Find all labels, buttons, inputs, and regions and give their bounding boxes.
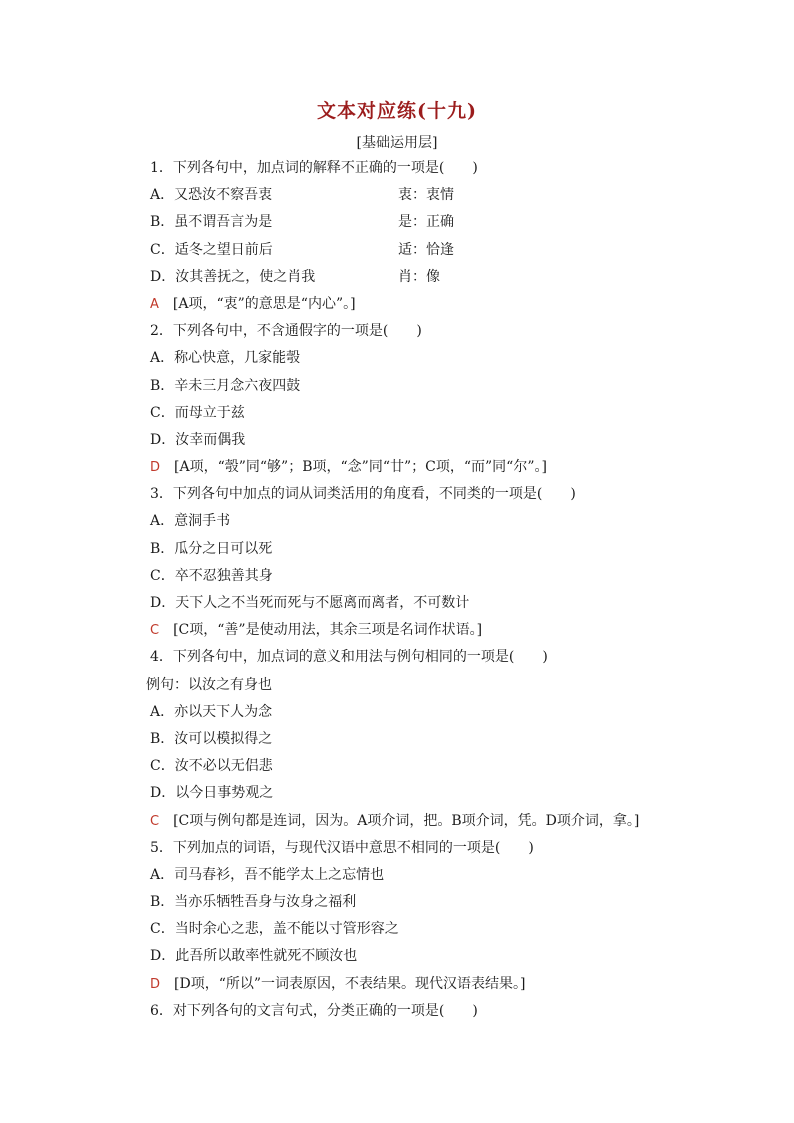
option-line: C．而母立于兹 bbox=[150, 404, 245, 421]
answer-explanation: [A项，“彀”同“够”；B项，“念”同“廿”；C项，“而”同“尔”。] bbox=[174, 459, 547, 476]
option-line: C．汝不必以无侣悲 bbox=[150, 758, 273, 775]
answer-explanation: [C项与例句都是连词，因为。A项介词，把。B项介词，凭。D项介词，拿。] bbox=[173, 812, 640, 829]
answer-explanation: [A项，“衷”的意思是“内心”。] bbox=[172, 295, 356, 312]
answer-line bbox=[150, 811, 670, 838]
gloss: 是：正确 bbox=[398, 214, 454, 231]
option-line: B．辛未三月念六夜四鼓 bbox=[150, 377, 301, 394]
answer-letter: C bbox=[150, 813, 160, 829]
answer-letter: A bbox=[150, 296, 159, 312]
question-stem: 1．下列各句中，加点词的解释不正确的一项是( ) bbox=[150, 160, 478, 176]
answer-letter: C bbox=[150, 623, 160, 639]
option-line: A．意洞手书 bbox=[150, 513, 231, 530]
page-title: 文本对应练(十九) bbox=[317, 100, 477, 122]
option-line: D．此吾所以敢率性就死不顾汝也 bbox=[150, 948, 358, 965]
option-line: B．当亦乐牺牲吾身与汝身之福利 bbox=[150, 894, 357, 911]
answer-letter: D bbox=[150, 460, 161, 476]
gloss: 衷：衷情 bbox=[398, 187, 454, 204]
answer-explanation: [D项，“所以”一词表原因，不表结果。现代汉语表结果。] bbox=[174, 975, 526, 992]
option-line: A．司马春衫，吾不能学太上之忘情也 bbox=[150, 866, 385, 883]
gloss: 适：恰逢 bbox=[398, 241, 454, 258]
answer-line bbox=[150, 457, 670, 484]
section-label: [基础运用层] bbox=[356, 135, 438, 151]
option-line: C．卒不忍独善其身 bbox=[150, 567, 273, 584]
answer-line bbox=[150, 620, 670, 647]
option-line: D．汝幸而偶我 bbox=[150, 431, 246, 448]
question-list bbox=[146, 158, 670, 1028]
option-line: B．汝可以模拟得之 bbox=[150, 730, 273, 747]
answer-line bbox=[150, 974, 670, 1001]
option-line: C．适冬之望日前后 适：恰逢 bbox=[150, 241, 454, 258]
question-stem: 2．下列各句中，不含通假字的一项是( ) bbox=[150, 323, 422, 340]
question-stem: 4．下列各句中，加点词的意义和用法与例句相同的一项是( ) bbox=[150, 649, 548, 666]
option-line: D．以今日事势观之 bbox=[150, 785, 274, 802]
option-line: B．虽不谓吾言为是 是：正确 bbox=[150, 214, 454, 231]
option-line: D．汝其善抚之，使之肖我 肖：像 bbox=[150, 268, 440, 285]
option-line: A．又恐汝不察吾衷 衷：衷情 bbox=[150, 187, 454, 204]
answer-letter: D bbox=[150, 976, 161, 992]
option-line: D．天下人之不当死而死与不愿离而离者，不可数计 bbox=[150, 595, 470, 611]
option-line: A．称心快意，几家能彀 bbox=[150, 350, 301, 367]
answer-explanation: [C项，“善”是使动用法，其余三项是名词作状语。] bbox=[173, 622, 483, 639]
example-line: 例句：以汝之有身也 bbox=[146, 676, 272, 693]
gloss: 肖：像 bbox=[398, 268, 440, 285]
question-stem: 5．下列加点的词语，与现代汉语中意思不相同的一项是( ) bbox=[150, 839, 534, 856]
option-line: B．瓜分之日可以死 bbox=[150, 540, 273, 557]
question-stem: 6．对下列各句的文言句式，分类正确的一项是( ) bbox=[150, 1002, 478, 1019]
answer-line bbox=[150, 294, 670, 321]
option-line: C．当时余心之悲，盖不能以寸管形容之 bbox=[150, 921, 399, 938]
question-stem: 3．下列各句中加点的词从词类活用的角度看，不同类的一项是( ) bbox=[150, 486, 576, 503]
option-line: A．亦以天下人为念 bbox=[150, 703, 273, 720]
